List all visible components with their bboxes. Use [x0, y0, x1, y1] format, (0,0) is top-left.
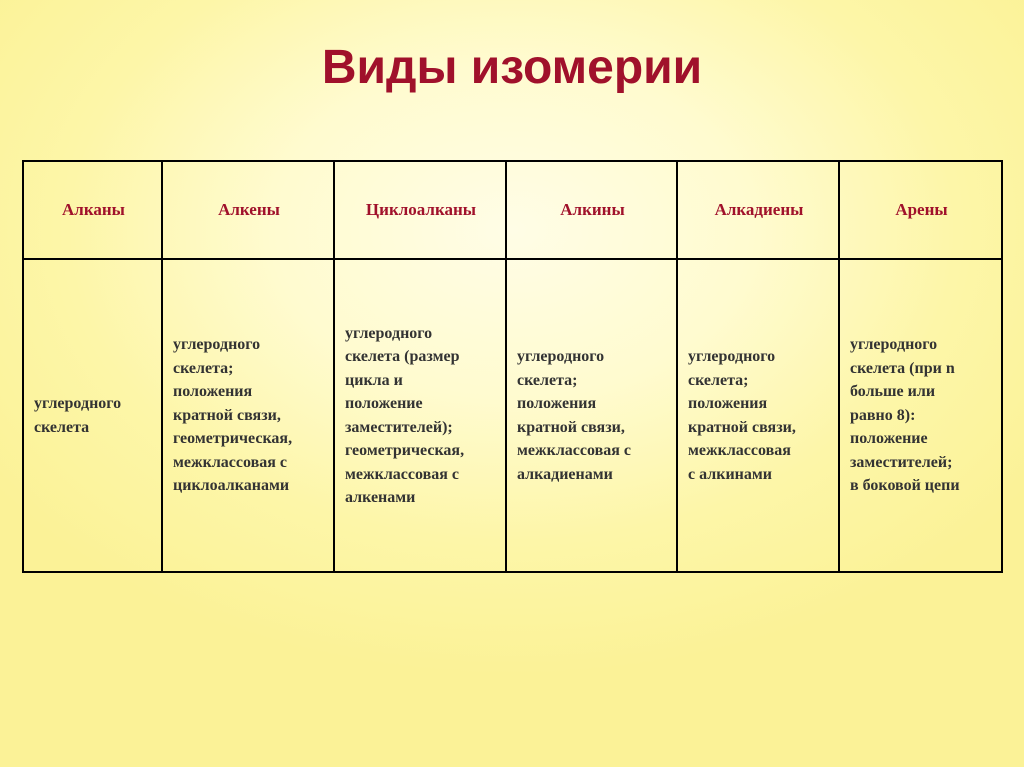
slide-title: Виды изомерии: [321, 41, 703, 94]
header-alkynes: Алкины: [506, 161, 677, 259]
isomerism-table: [22, 160, 1003, 573]
cell-alkadienes: [677, 259, 839, 572]
cell-alkynes: [506, 259, 677, 572]
header-arenes: Арены: [839, 161, 1002, 259]
cell-arenes-text: углеродного скелета (при n больше или равно 8): положение заместителей; в боковой цепи: [850, 336, 960, 495]
cell-alkanes-text: углеродного скелета: [34, 395, 122, 436]
cell-cycloalkanes-text: углеродного скелета (размер цикла и положение заместителей); геометрическая, межклассовая с алкенами: [345, 324, 465, 506]
table-row: [23, 259, 1002, 572]
cell-alkynes-text: углеродного скелета; положения кратной связи, межклассовая с алкадиенами: [517, 348, 631, 483]
header-alkadienes: Алкадиены: [677, 161, 839, 259]
table-header-row: [23, 161, 1002, 259]
cell-alkanes: [23, 259, 162, 572]
cell-arenes: [839, 259, 1002, 572]
header-cycloalkanes: Циклоалканы: [334, 161, 506, 259]
cell-alkenes-text: углеродного скелета; положения кратной связи, геометрическая, межклассовая с циклоалканами: [173, 336, 293, 495]
cell-alkenes: [162, 259, 334, 572]
cell-cycloalkanes: [334, 259, 506, 572]
cell-alkadienes-text: углеродного скелета; положения кратной связи, межклассовая с алкинами: [688, 348, 796, 483]
header-alkenes: Алкены: [162, 161, 334, 259]
header-alkanes: Алканы: [23, 161, 162, 259]
